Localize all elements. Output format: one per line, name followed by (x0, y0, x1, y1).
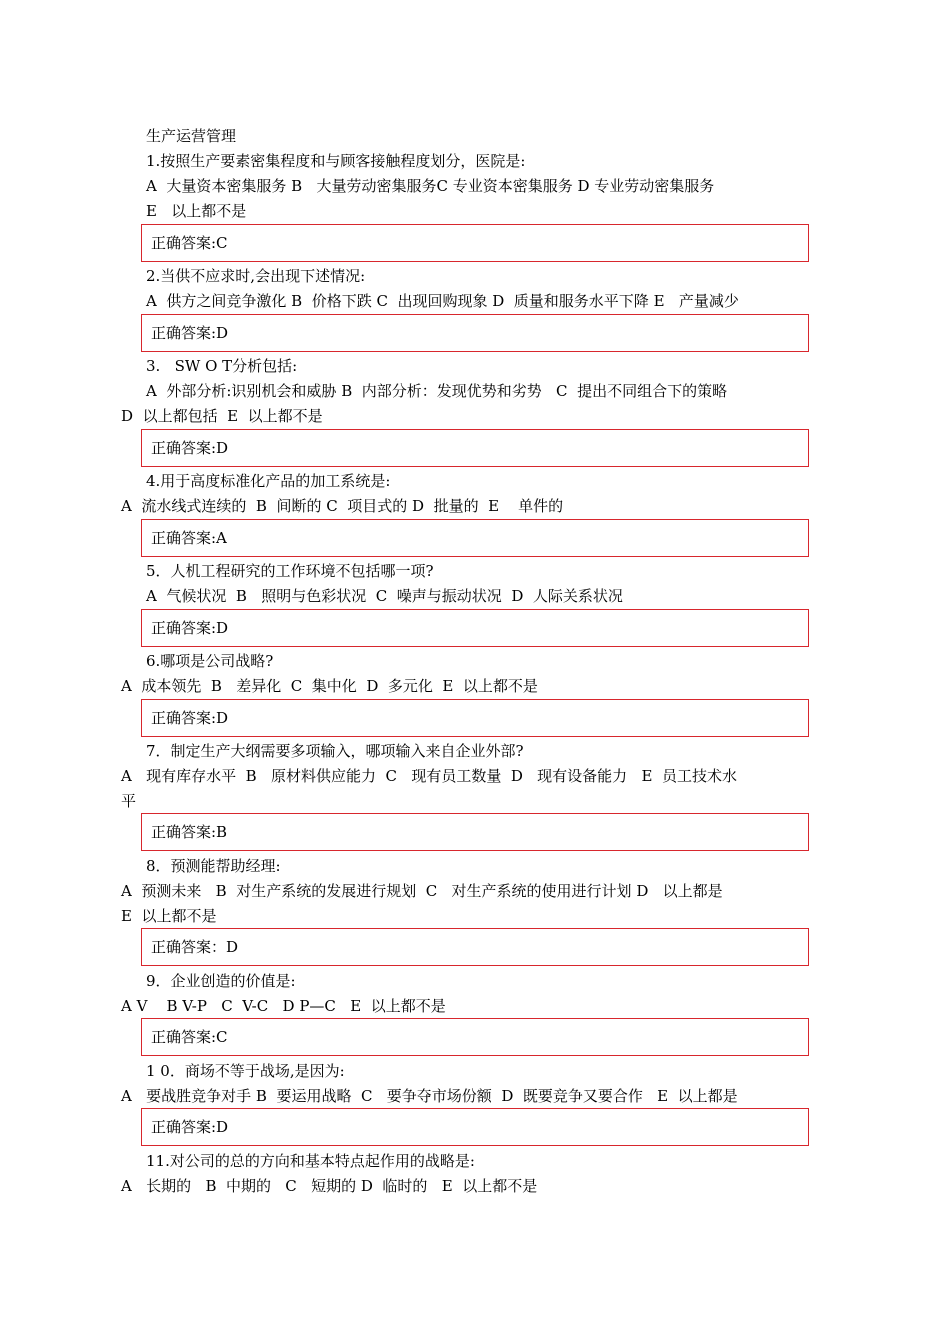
question-options: A 外部分析:识别机会和威胁 B 内部分析：发现优势和劣势 C 提出不同组合下的策略 (146, 382, 728, 400)
question-stem: 1 0．商场不等于战场,是因为: (146, 1062, 345, 1080)
answer-box (141, 314, 809, 352)
question-options: A 供方之间竞争激化 B 价格下跌 C 出现回购现象 D 质量和服务水平下降 E 产量减少 (146, 292, 739, 310)
question-stem: 1.按照生产要素密集程度和与顾客接触程度划分，医院是: (146, 152, 526, 170)
question-options: A 大量资本密集服务 B 大量劳动密集服务C 专业资本密集服务 D 专业劳动密集服务 (146, 177, 715, 195)
answer-text: 正确答案：D (151, 938, 239, 956)
question-options: A 现有库存水平 B 原材料供应能力 C 现有员工数量 D 现有设备能力 E 员工技术水 (121, 767, 737, 785)
answer-box (141, 1108, 809, 1146)
question-options: A 成本领先 B 差异化 C 集中化 D 多元化 E 以上都不是 (121, 677, 538, 695)
question-options: A 气候状况 B 照明与色彩状况 C 噪声与振动状况 D 人际关系状况 (146, 587, 623, 605)
question-stem: 9．企业创造的价值是: (146, 972, 296, 990)
question-options: A V B V-P C V-C D P—C E 以上都不是 (121, 997, 446, 1015)
question-options: E 以上都不是 (121, 907, 217, 925)
question-stem: 4.用于高度标准化产品的加工系统是: (146, 472, 391, 490)
answer-box (141, 609, 809, 647)
question-stem: 3. SW O T分析包括: (146, 357, 298, 375)
answer-text: 正确答案:C (151, 234, 228, 252)
question-options: D 以上都包括 E 以上都不是 (121, 407, 323, 425)
answer-text: 正确答案:C (151, 1028, 228, 1046)
answer-box (141, 429, 809, 467)
question-stem: 7．制定生产大纲需要多项输入，哪项输入来自企业外部? (146, 742, 524, 760)
document-title: 生产运营管理 (146, 127, 237, 145)
answer-box (141, 519, 809, 557)
answer-box (141, 1018, 809, 1056)
answer-text: 正确答案:D (151, 324, 229, 342)
question-stem: 11.对公司的总的方向和基本特点起作用的战略是: (146, 1152, 475, 1170)
question-options: 平 (121, 792, 137, 810)
question-stem: 2.当供不应求时,会出现下述情况: (146, 267, 366, 285)
question-stem: 8．预测能帮助经理: (146, 857, 281, 875)
answer-text: 正确答案:D (151, 439, 229, 457)
question-stem: 5．人机工程研究的工作环境不包括哪一项? (146, 562, 434, 580)
answer-box (141, 928, 809, 966)
question-options: A 预测未来 B 对生产系统的发展进行规划 C 对生产系统的使用进行计划 D 以上都是 (121, 882, 723, 900)
question-options: A 要战胜竞争对手 B 要运用战略 C 要争夺市场份额 D 既要竞争又要合作 E 以上都是 (121, 1087, 738, 1105)
question-stem: 6.哪项是公司战略? (146, 652, 274, 670)
answer-text: 正确答案:A (151, 529, 227, 547)
answer-box (141, 813, 809, 851)
answer-box (141, 224, 809, 262)
question-options: A 流水线式连续的 B 间断的 C 项目式的 D 批量的 E 单件的 (121, 497, 564, 515)
answer-box (141, 699, 809, 737)
answer-text: 正确答案:D (151, 709, 229, 727)
answer-text: 正确答案:B (151, 823, 228, 841)
answer-text: 正确答案:D (151, 619, 229, 637)
question-options: E 以上都不是 (146, 202, 247, 220)
answer-text: 正确答案:D (151, 1118, 229, 1136)
question-options: A 长期的 B 中期的 C 短期的 D 临时的 E 以上都不是 (121, 1177, 538, 1195)
